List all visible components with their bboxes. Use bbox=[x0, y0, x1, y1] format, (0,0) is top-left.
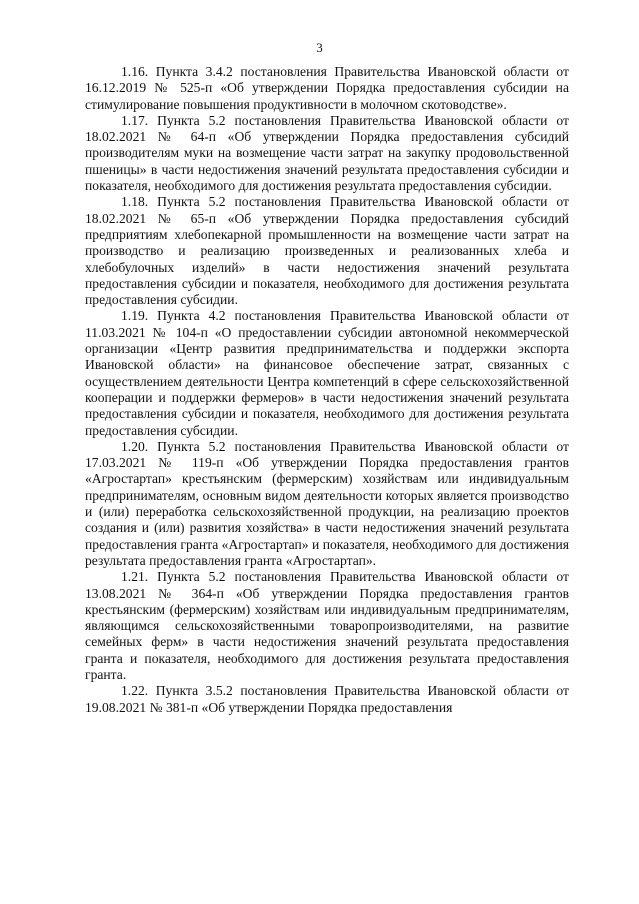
paragraph-1-19: 1.19. Пункта 4.2 постановления Правительства Ивановской области от 11.03.2021 № 104-п «О предоставлении субсидии автономной некоммерческой организации «Центр развития предпринимательства и поддержки экспорта Ивановской области» на финансовое обеспечение затрат, связанных с осуществлением деятельности Центра компетенций в сфере сельскохозяйственной кооперации и поддержки фермеров» в части недостижения значений результата предоставления субсидии и показателя, необходимого для достижения результата предоставления субсидии. bbox=[85, 308, 569, 438]
document-body bbox=[85, 64, 569, 716]
page-number: 3 bbox=[316, 40, 323, 55]
paragraph-1-20: 1.20. Пункта 5.2 постановления Правительства Ивановской области от 17.03.2021 № 119-п «Об утверждении Порядка предоставления грантов «Агростартап» крестьянским (фермерским) хозяйствам или индивидуальным предпринимателям, основным видом деятельности которых является производство и (или) переработка сельскохозяйственной продукции, на реализацию проектов создания и (или) развития хозяйства» в части недостижения значений результата предоставления гранта «Агростартап» и показателя, необходимого для достижения результата предоставления гранта «Агростартап». bbox=[85, 438, 569, 568]
paragraph-1-22: 1.22. Пункта 3.5.2 постановления Правительства Ивановской области от 19.08.2021 № 381-п «Об утверждении Порядка предоставления bbox=[85, 683, 569, 715]
paragraph-1-16: 1.16. Пункта 3.4.2 постановления Правительства Ивановской области от 16.12.2019 № 525-п «Об утверждении Порядка предоставления субсидии на стимулирование повышения продуктивности в молочном скотоводстве». bbox=[85, 64, 569, 112]
paragraph-1-17: 1.17. Пункта 5.2 постановления Правительства Ивановской области от 18.02.2021 № 64-п «Об утверждении Порядка предоставления субсидий производителям муки на возмещение части затрат на закупку продовольственной пшеницы» в части недостижения значений результата предоставления субсидии и показателя, необходимого для достижения результата предоставления субсидии. bbox=[85, 112, 569, 194]
paragraph-1-21: 1.21. Пункта 5.2 постановления Правительства Ивановской области от 13.08.2021 № 364-п «Об утверждении Порядка предоставления грантов крестьянским (фермерским) хозяйствам или индивидуальным предпринимателям, являющимся сельскохозяйственными товаропроизводителями, на развитие семейных ферм» в части недостижения значений результата предоставления гранта и показателя, необходимого для достижения результата предоставления гранта. bbox=[85, 569, 569, 682]
paragraph-1-18: 1.18. Пункта 5.2 постановления Правительства Ивановской области от 18.02.2021 № 65-п «Об утверждении Порядка предоставления субсидий предприятиям хлебопекарной промышленности на возмещение части затрат на производство и реализацию произведенных и реализованных хлеба и хлебобулочных изделий» в части недостижения значений результата предоставления субсидии и показателя, необходимого для достижения результата предоставления субсидии. bbox=[85, 194, 569, 308]
